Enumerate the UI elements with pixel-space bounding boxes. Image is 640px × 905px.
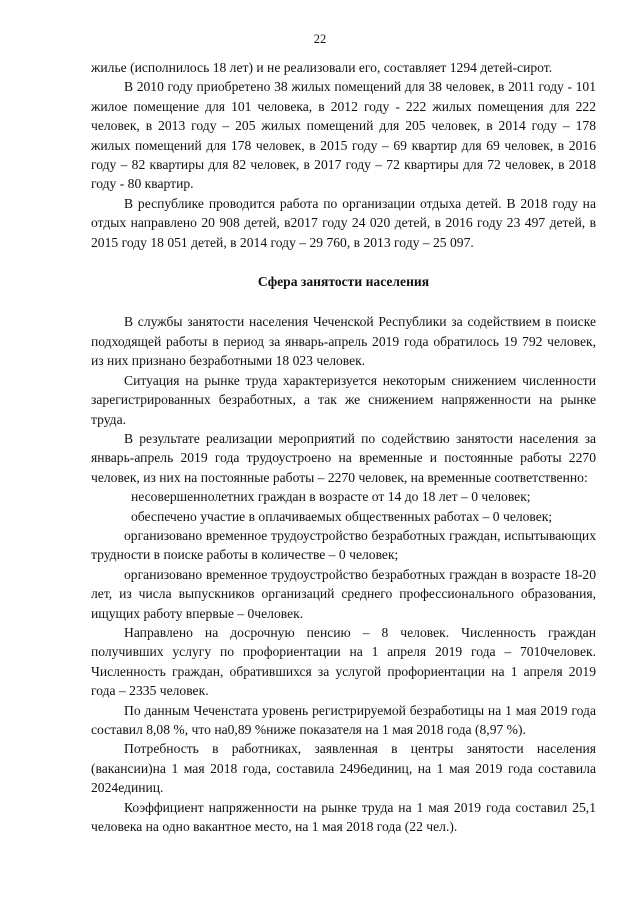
paragraph: В службы занятости населения Чеченской Республики за содействием в поиске подходящей работы в период за январь-апрель 2019 года обратилось 19 792 человек, из них признано безработными 18 023 человек. <box>91 314 596 369</box>
paragraph: Ситуация на рынке труда характеризуется некоторым снижением численности зарегистрированных безработных, а так же снижением напряженности на рынке труда. <box>91 372 596 427</box>
paragraph: В 2010 году приобретено 38 жилых помещений для 38 человек, в 2011 году - 101 жилое помещение для 101 человека, в 2012 году - 222 жилых помещения для 222 человек, в 2013 году – 205 жилых помещений для 205 человек, в 2014 году – 178 жилых помещений для 178 человек, в 2015 году – 69 квартир для 69 человек, в 2016 году – 82 квартиры для 82 человек, в 2017 году – 72 квартиры для 72 человек, в 2018 году - 80 квартир. <box>91 79 596 192</box>
paragraph: Направлено на досрочную пенсию – 8 человек. Численность граждан получивших услугу по профориентации на 1 апреля 2019 года – 7010человек. Численность граждан, обратившихся за услугой профориентации на 1 апреля 2019 года – 2335 человек. <box>91 624 596 699</box>
paragraph: По данным Чеченстата уровень регистрируемой безработицы на 1 мая 2019 года составил 8,08 %, что на0,89 %ниже показателя на 1 мая 2018 года (8,97 %). <box>91 702 596 737</box>
paragraph: Коэффициент напряженности на рынке труда на 1 мая 2019 года составил 25,1 человека на одно вакантное место, на 1 мая 2018 года (22 чел.). <box>91 799 596 835</box>
list-item: несовершеннолетних граждан в возрасте от 14 до 18 лет – 0 человек; <box>131 489 531 505</box>
document-body <box>91 58 596 836</box>
list-item: организовано временное трудоустройство безработных граждан, испытывающих трудности в поиске работы в количестве – 0 человек; <box>91 527 596 563</box>
paragraph: В республике проводится работа по организации отдыха детей. В 2018 году на отдых направлено 20 908 детей, в2017 году 24 020 детей, в 2016 году 23 497 детей, в 2015 году 18 051 детей, в 2014 году – 29 760, в 2013 году – 25 097. <box>91 195 596 250</box>
paragraph: жилье (исполнилось 18 лет) и не реализовали его, составляет 1294 детей-сирот. <box>91 60 553 75</box>
list-item: обеспечено участие в оплачиваемых общественных работах – 0 человек; <box>131 508 553 524</box>
paragraph: Потребность в работниках, заявленная в центры занятости населения (вакансии)на 1 мая 2018 года, составила 2496единиц, на 1 мая 2019 года составила 2024единиц. <box>91 741 596 796</box>
page-number: 22 <box>313 32 327 46</box>
list-item: организовано временное трудоустройство безработных граждан в возрасте 18-20 лет, из числа выпускников организаций среднего профессионального образования, ищущих работу впервые – 0человек. <box>91 566 596 621</box>
paragraph: В результате реализации мероприятий по содействию занятости населения за январь-апрель 2019 года трудоустроено на временные и постоянные работы 2270 человек, из них на постоянные работы – 2270 человек, на временные соответственно: <box>91 430 596 485</box>
section-heading: Сфера занятости населения <box>257 274 430 290</box>
